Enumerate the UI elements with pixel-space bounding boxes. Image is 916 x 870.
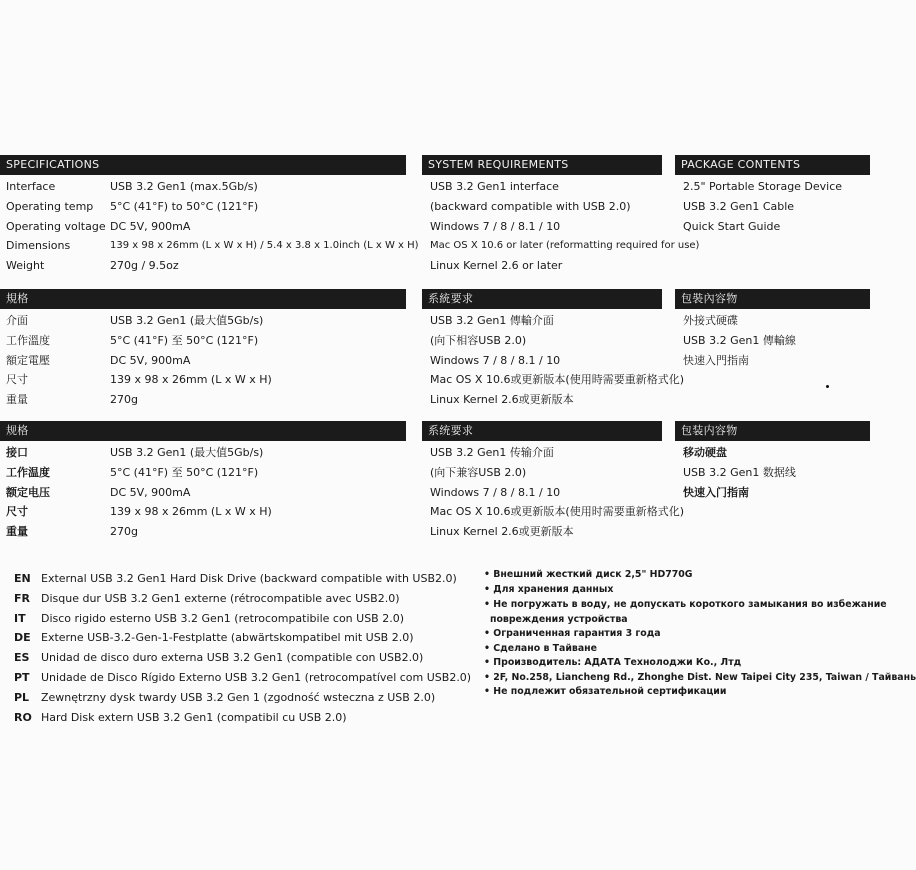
lang-code: RO	[14, 711, 32, 724]
ru-line: • Сделано в Тайване	[484, 643, 598, 654]
pkg-item: USB 3.2 Gen1 数据线	[683, 465, 796, 479]
sys-item: (向下兼容USB 2.0)	[430, 465, 527, 479]
sys-item: Linux Kernel 2.6或更新版本	[430, 525, 574, 539]
sys-header-en: SYSTEM REQUIREMENTS	[422, 155, 662, 175]
spec-key: 重量	[6, 393, 28, 407]
spec-row	[0, 522, 406, 542]
pkg-header-tc: 包裝內容物	[675, 289, 870, 309]
spec-value: 270g	[110, 525, 138, 539]
spec-header-tc: 規格	[0, 289, 406, 309]
pkg-item: 移动硬盘	[683, 446, 727, 459]
sys-item: Mac OS X 10.6或更新版本(使用时需要重新格式化)	[430, 505, 685, 519]
spec-value: 5°C (41°F) 至 50°C (121°F)	[110, 465, 259, 479]
pkg-panel-tc	[675, 289, 870, 370]
spec-value: USB 3.2 Gen1 (最大值5Gb/s)	[110, 314, 264, 327]
sys-item: Linux Kernel 2.6 or later	[430, 259, 563, 273]
spec-row	[0, 502, 406, 522]
spec-key: 额定电压	[6, 485, 50, 499]
pkg-item: USB 3.2 Gen1 傳輸線	[683, 333, 796, 347]
spec-row	[0, 390, 406, 410]
ru-line: • Не погружать в воду, не допускать короткого замыкания во избежание	[484, 599, 887, 610]
ru-line: • Производитель: АДАТА Технолоджи Ко., Лтд	[484, 657, 742, 668]
sys-item: (向下相容USB 2.0)	[430, 333, 527, 347]
spec-key: 接口	[6, 446, 28, 459]
lang-text: External USB 3.2 Gen1 Hard Disk Drive (backward compatible with USB2.0)	[41, 572, 457, 585]
lang-code: ES	[14, 651, 30, 664]
spec-value: 139 x 98 x 26mm (L x W x H) / 5.4 x 3.8 x 1.0inch (L x W x H)	[110, 240, 419, 252]
sys-item: Windows 7 / 8 / 8.1 / 10	[430, 353, 561, 367]
pkg-panel-en	[675, 155, 870, 236]
lang-text: Unidad de disco duro externa USB 3.2 Gen1 (compatible con USB2.0)	[41, 651, 424, 664]
spec-value: DC 5V, 900mA	[110, 353, 191, 367]
sys-item: USB 3.2 Gen1 传输介面	[430, 446, 554, 459]
pkg-item: 快速入門指南	[683, 353, 749, 367]
sys-item: USB 3.2 Gen1 傳輸介面	[430, 314, 554, 327]
lang-text: Hard Disk extern USB 3.2 Gen1 (compatibil cu USB 2.0)	[41, 711, 347, 724]
spec-row	[0, 331, 406, 351]
pkg-item: 2.5" Portable Storage Device	[683, 180, 843, 193]
lang-text: Disco rigido esterno USB 3.2 Gen1 (retrocompatibile con USB 2.0)	[41, 612, 405, 625]
ru-line: • Для хранения данных	[484, 584, 614, 595]
lang-code: FR	[14, 592, 30, 605]
spec-panel-tc	[0, 289, 406, 410]
sys-panel-sc	[422, 421, 685, 542]
spec-row	[0, 463, 406, 483]
spec-header-sc: 规格	[0, 421, 406, 441]
spec-panel-sc	[0, 421, 406, 542]
sys-panel-tc	[422, 289, 685, 410]
pkg-item: Quick Start Guide	[683, 219, 781, 233]
spec-key: Interface	[6, 180, 56, 193]
spec-key: Operating voltage	[6, 219, 106, 233]
sys-item: Mac OS X 10.6 or later (reformatting required for use)	[430, 240, 700, 252]
pkg-item: USB 3.2 Gen1 Cable	[683, 199, 795, 213]
spec-value: DC 5V, 900mA	[110, 485, 191, 499]
lang-code: EN	[14, 572, 31, 585]
sys-item: Linux Kernel 2.6或更新版本	[430, 393, 574, 407]
spec-value: USB 3.2 Gen1 (最大值5Gb/s)	[110, 446, 264, 459]
sys-item: Windows 7 / 8 / 8.1 / 10	[430, 485, 561, 499]
ru-line: • Не подлежит обязательной сертификации	[484, 686, 727, 697]
spec-row	[0, 443, 406, 463]
spec-row	[0, 177, 406, 197]
lang-text: Zewnętrzny dysk twardy USB 3.2 Gen 1 (zgodność wsteczna z USB 2.0)	[41, 691, 436, 704]
sys-panel-en	[422, 155, 700, 276]
spec-row	[0, 370, 406, 390]
sys-header-sc: 系统要求	[422, 421, 662, 441]
pkg-header-en: PACKAGE CONTENTS	[675, 155, 870, 175]
spec-row	[0, 256, 406, 276]
ru-line: • 2F, No.258, Liancheng Rd., Zhonghe Dist. New Taipei City 235, Taiwan / Тайвань	[484, 672, 916, 683]
spec-key: 額定電壓	[6, 353, 50, 367]
lang-row-ro-clip	[0, 709, 480, 724]
spec-value: 139 x 98 x 26mm (L x W x H)	[110, 373, 272, 387]
spec-key: 尺寸	[6, 373, 28, 387]
spec-row	[0, 197, 406, 217]
spec-row	[0, 351, 406, 371]
lang-code: IT	[14, 612, 26, 625]
spec-row	[0, 236, 419, 256]
spec-value: 270g / 9.5oz	[110, 259, 179, 273]
pkg-header-sc: 包装内容物	[675, 421, 870, 441]
spec-key: Weight	[6, 259, 45, 273]
spec-header-en: SPECIFICATIONS	[0, 155, 406, 175]
spec-key: 重量	[6, 525, 28, 539]
spec-key: Operating temp	[6, 199, 94, 213]
sys-item: Windows 7 / 8 / 8.1 / 10	[430, 219, 561, 233]
sys-item: Mac OS X 10.6或更新版本(使用時需要重新格式化)	[430, 373, 685, 387]
spec-value: 5°C (41°F) to 50°C (121°F)	[110, 199, 259, 213]
sys-header-tc: 系統要求	[422, 289, 662, 309]
spec-key: Dimensions	[6, 239, 71, 253]
ru-line: повреждения устройства	[490, 614, 628, 625]
spec-key: 介面	[6, 314, 28, 327]
spec-value: 270g	[110, 393, 138, 407]
lang-text: Unidade de Disco Rígido Externo USB 3.2 Gen1 (retrocompatível com USB2.0)	[41, 671, 472, 684]
ru-line: • Ограниченная гарантия 3 года	[484, 628, 661, 639]
spec-panel-en	[0, 155, 419, 276]
lang-text: Disque dur USB 3.2 Gen1 externe (rétrocompatible avec USB2.0)	[41, 592, 400, 605]
spec-key: 工作温度	[6, 465, 50, 479]
spec-value: 139 x 98 x 26mm (L x W x H)	[110, 505, 272, 519]
spec-key: 尺寸	[6, 505, 28, 519]
pkg-panel-sc	[675, 421, 870, 502]
lang-code: DE	[14, 631, 31, 644]
spec-value: USB 3.2 Gen1 (max.5Gb/s)	[110, 180, 258, 193]
spec-row	[0, 483, 406, 503]
spec-value: DC 5V, 900mA	[110, 219, 191, 233]
sys-item: USB 3.2 Gen1 interface	[430, 180, 559, 193]
pkg-item: 外接式硬碟	[683, 314, 738, 327]
lang-code: PT	[14, 671, 30, 684]
ru-line: • Внешний жесткий диск 2,5" HD770G	[484, 569, 693, 580]
pkg-item: 快速入门指南	[683, 485, 749, 499]
sys-item: (backward compatible with USB 2.0)	[430, 199, 631, 213]
lang-text: Externe USB-3.2-Gen-1-Festplatte (abwärtskompatibel mit USB 2.0)	[41, 631, 414, 644]
lang-code: PL	[14, 691, 30, 704]
spec-key: 工作溫度	[6, 333, 50, 347]
spec-value: 5°C (41°F) 至 50°C (121°F)	[110, 333, 259, 347]
spec-row	[0, 217, 406, 237]
spec-row	[0, 311, 406, 331]
stray-dot	[826, 385, 829, 388]
